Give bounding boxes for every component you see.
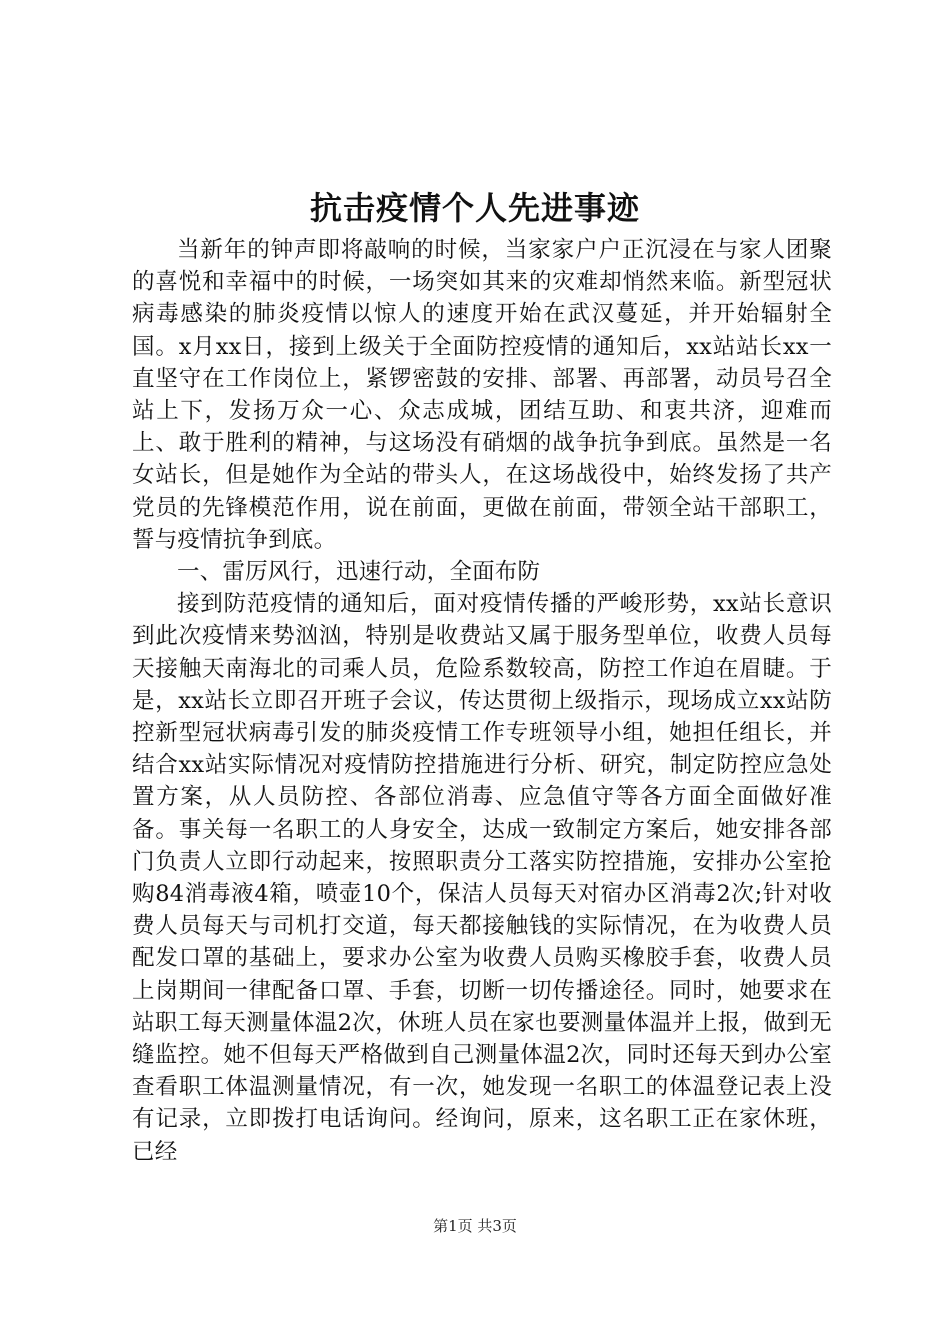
section-heading: 一、雷厉风行，迅速行动，全面布防: [177, 559, 541, 586]
paragraph-section-1: 接到防范疫情的通知后，面对疫情传播的严峻形势，xx站长意识到此次疫情来势汹汹，特别是收费站又属于服务型单位，收费人员每天接触天南海北的司乘人员，危险系数较高，防控工作迫在眉睫。于是，xx站长立即召开班子会议，传达贯彻上级指示，现场成立xx站防控新型冠状病毒引发的肺炎疫情工作专班领导小组，她担任组长，并结合xx站实际情况对疫情防控措施进行分析、研究，制定防控应急处置方案，从人员防控、各部位消毒、应急值守等各方面全面做好准备。事关每一名职工的人身安全，达成一致制定方案后，她安排各部门负责人立即行动起来，按照职责分工落实防控措施，安排办公室抢购84消毒液4箱，喷壶10个，保洁人员每天对宿办区消毒2次;针对收费人员每天与司机打交道，每天都接触钱的实际情况，在为收费人员配发口罩的基础上，要求办公室为收费人员购买橡胶手套，收费人员上岗期间一律配备口罩、手套，切断一切传播途径。同时，她要求在站职工每天测量体温2次，休班人员在家也要测量体温并上报，做到无缝监控。她不但每天严格做到自己测量体温2次，同时还每天到办公室查看职工体温测量情况，有一次，她发现一名职工的体温登记表上没有记录，立即拨打电话询问。经询问，原来，这名职工正在家休班，已经: [132, 591, 832, 1165]
document-body: [132, 234, 832, 1168]
page-number-footer: 第1页 共3页: [433, 1217, 517, 1235]
document-title: 抗击疫情个人先进事迹: [309, 189, 640, 227]
paragraph-intro: 当新年的钟声即将敲响的时候，当家家户户正沉浸在与家人团聚的喜悦和幸福中的时候，一场突如其来的灾难却悄然来临。新型冠状病毒感染的肺炎疫情以惊人的速度开始在武汉蔓延，并开始辐射全国。x月xx日，接到上级关于全面防控疫情的通知后，xx站站长xx一直坚守在工作岗位上，紧锣密鼓的安排、部署、再部署，动员号召全站上下，发扬万众一心、众志成城，团结互助、和衷共济，迎难而上、敢于胜利的精神，与这场没有硝烟的战争抗争到底。虽然是一名女站长，但是她作为全站的带头人，在这场战役中，始终发扬了共产党员的先锋模范作用，说在前面，更做在前面，带领全站干部职工，誓与疫情抗争到底。: [132, 237, 832, 553]
